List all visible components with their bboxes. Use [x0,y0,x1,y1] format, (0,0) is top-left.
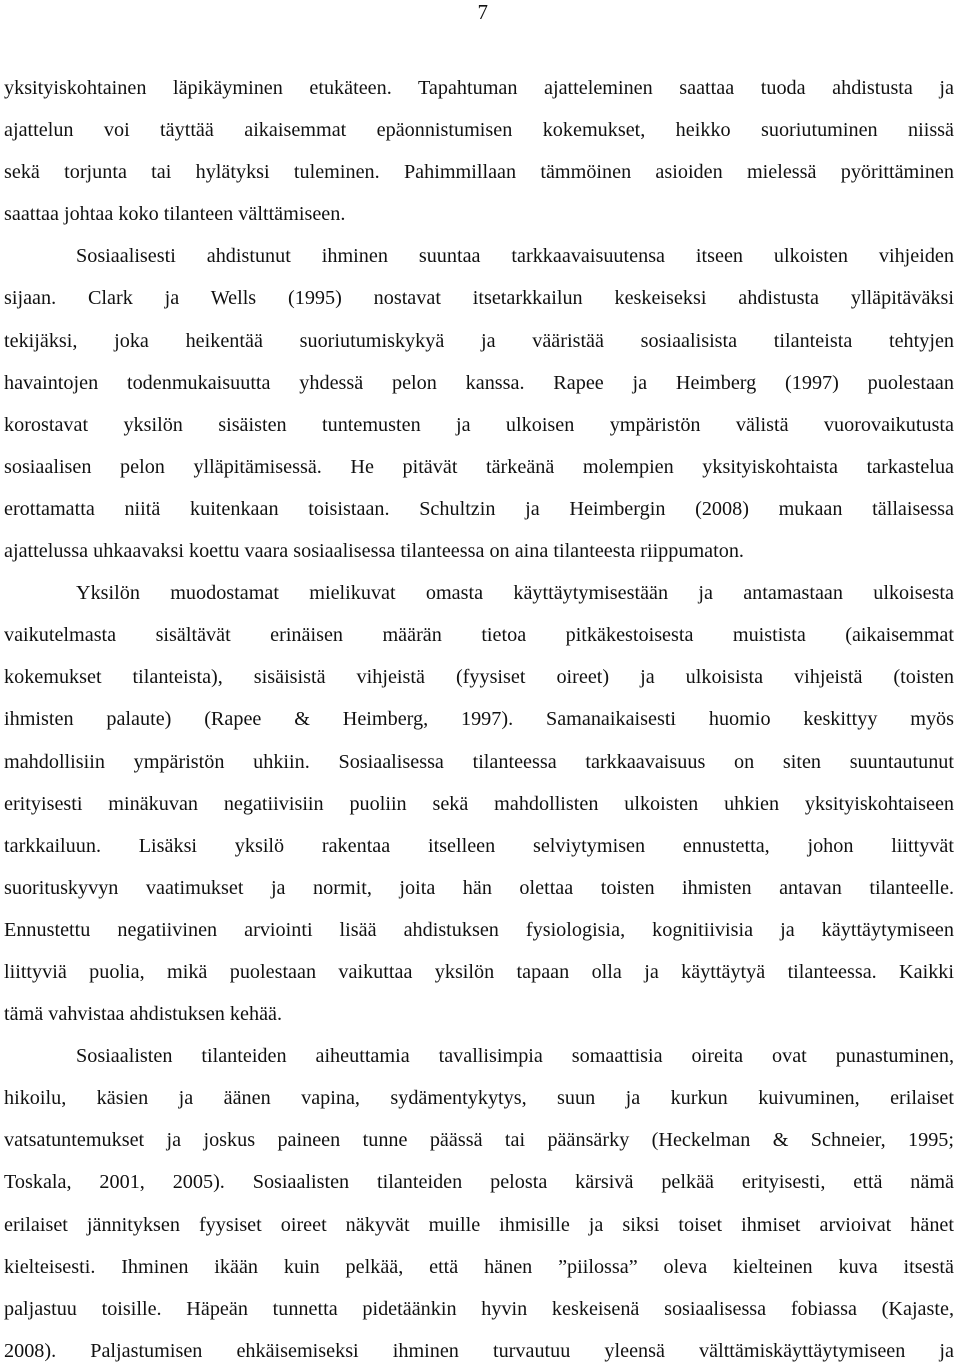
text-line: havaintojen todenmukaisuutta yhdessä pelon kanssa. Rapee ja Heimberg (1997) puolestaan [4,371,954,394]
text-line: Sosiaalisten tilanteiden aiheuttamia tavallisimpia somaattisia oireita ovat punastuminen, [76,1045,954,1068]
text-line: erilaiset jännityksen fyysiset oireet näkyvät muille ihmisille ja siksi toiset ihmiset arvioivat hänet [4,1213,954,1236]
text-line: tekijäksi, joka heikentää suoriutumiskykyä ja vääristää sosiaalisista tilanteista tehtyjen [4,329,954,352]
text-line: tarkkailuun. Lisäksi yksilö rakentaa itselleen selviytymisen ennustetta, johon liittyvät [4,834,954,857]
text-line: ajattelun voi täyttää aikaisemmat epäonnistumisen kokemukset, heikko suoriutuminen niissä [4,119,954,142]
page-number: 7 [477,0,488,24]
text-line: sosiaalisen pelon ylläpitämisessä. He pitävät tärkeänä molempien yksityiskohtaista tarkastelua [4,455,954,478]
text-line: erottamatta niitä kuitenkaan toisistaan. Schultzin ja Heimbergin (2008) mukaan tällaisessa [4,497,954,520]
text-line: hikoilu, käsien ja äänen vapina, sydämentykytys, suun ja kurkun kuivuminen, erilaiset [4,1087,954,1110]
text-line: yksityiskohtainen läpikäyminen etukäteen. Tapahtuman ajatteleminen saattaa tuoda ahdistusta ja [4,77,954,99]
text-line: ajattelussa uhkaavaksi koettu vaara sosiaalisessa tilanteessa on aina tilanteesta riippumaton. [4,540,744,563]
text-line: tämä vahvistaa ahdistuksen kehää. [4,1003,283,1026]
text-line: saattaa johtaa koko tilanteen välttämiseen. [4,203,346,226]
text-line: Yksilön muodostamat mielikuvat omasta käyttäytymisestään ja antamastaan ulkoisesta [76,582,954,605]
text-line: sekä torjunta tai hylätyksi tuleminen. Pahimmillaan tämmöinen asioiden mielessä pyörittäminen [4,161,954,184]
text-line: sijaan. Clark ja Wells (1995) nostavat itsetarkkailun keskeiseksi ahdistusta ylläpitäväksi [4,287,954,310]
text-line: korostavat yksilön sisäisten tuntemusten ja ulkoisen ympäristön välistä vuorovaikutusta [4,413,954,436]
text-line: kielteisesti. Ihminen ikään kuin pelkää, että hänen ”piilossa” oleva kielteinen kuva itsestä [4,1255,954,1278]
text-line: liittyviä puolia, mikä puolestaan vaikuttaa yksilön tapaan olla ja käyttäytyä tilanteessa. Kaikki [4,960,954,983]
text-line: erityisesti minäkuvan negatiivisiin puoliin sekä mahdollisten ulkoisten uhkien yksityiskohtaiseen [4,792,954,815]
text-line: 2008). Paljastumisen ehkäisemiseksi ihminen turvautuu yleensä välttämiskäyttäytymiseen ja [4,1339,954,1362]
text-line: paljastuu toisille. Häpeän tunnetta pidetäänkin hyvin keskeisenä sosiaalisessa fobiassa (Kajaste, [4,1297,954,1320]
text-line: Toskala, 2001, 2005). Sosiaalisten tilanteiden pelosta kärsivä pelkää erityisesti, että nämä [4,1171,954,1194]
text-line: vatsatuntemukset ja joskus paineen tunne päässä tai päänsärky (Heckelman & Schneier, 1995; [4,1129,954,1152]
text-line: vaikutelmasta sisältävät erinäisen määrän tietoa pitkäkestoisesta muistista (aikaisemmat [4,624,954,647]
text-line: Sosiaalisesti ahdistunut ihminen suuntaa tarkkaavaisuutensa itseen ulkoisten vihjeiden [76,245,954,268]
text-line: kokemukset tilanteista), sisäisistä vihjeistä (fyysiset oireet) ja ulkoisista vihjeistä (toisten [4,666,954,689]
text-line: Ennustettu negatiivinen arviointi lisää ahdistuksen fysiologisia, kognitiivisia ja käyttäytymiseen [4,918,954,941]
document-body [4,67,954,1372]
text-line: suorituskyvyn vaatimukset ja normit, joita hän olettaa toisten ihmisten antavan tilanteelle. [4,876,954,899]
text-line: mahdollisiin ympäristön uhkiin. Sosiaalisessa tilanteessa tarkkaavaisuus on siten suuntautunut [4,750,954,773]
text-line: ihmisten palaute) (Rapee & Heimberg, 1997). Samanaikaisesti huomio keskittyy myös [4,708,954,731]
